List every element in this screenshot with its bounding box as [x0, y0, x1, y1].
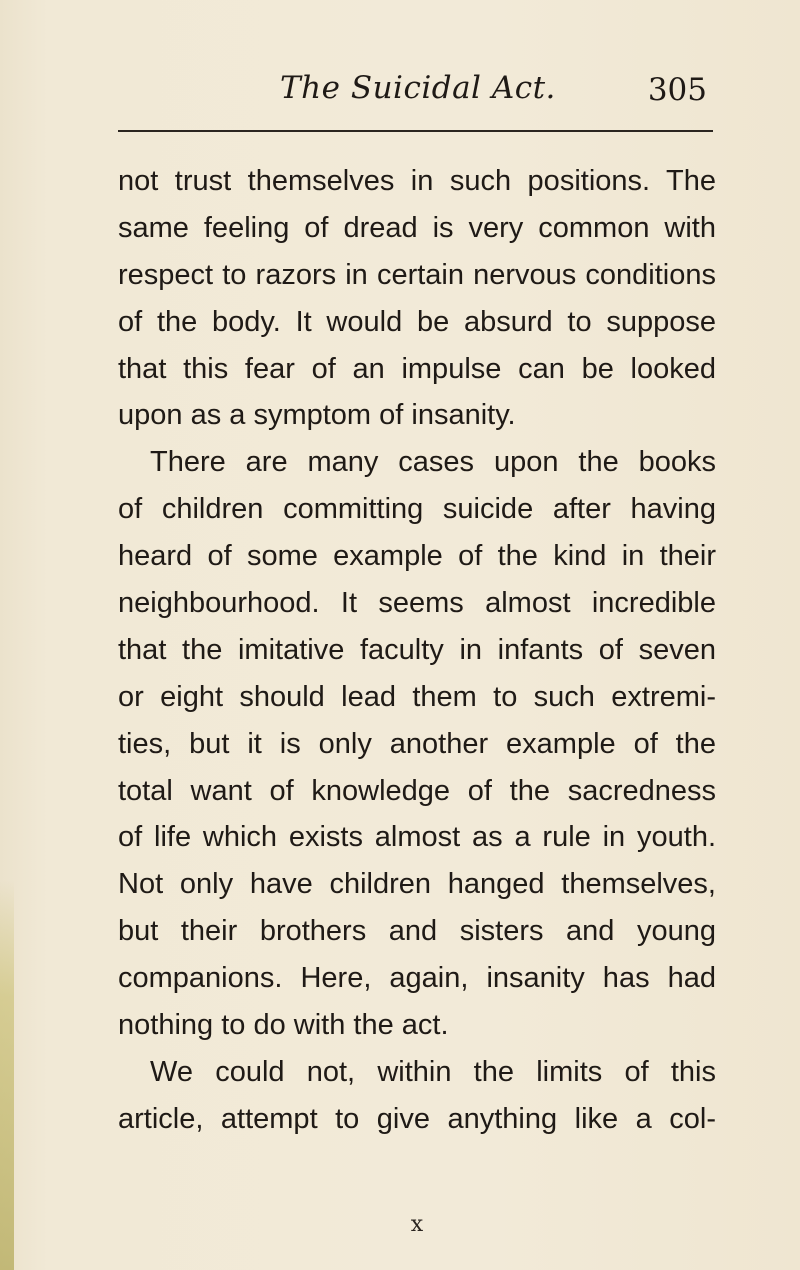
text-line: but their brothers and sisters and young — [118, 915, 716, 948]
text-line: same feeling of dread is very common with — [118, 211, 716, 244]
text-line: ties, but it is only another example of the — [118, 727, 716, 760]
text-line: Not only have children hanged themselves, — [118, 868, 716, 901]
text-line: or eight should lead them to such extremi- — [118, 680, 716, 713]
text-line: article, attempt to give anything like a col- — [118, 1102, 716, 1135]
running-head — [120, 62, 715, 122]
header-rule — [118, 130, 713, 132]
text-line: not trust themselves in such positions. The — [118, 165, 716, 197]
text-line: companions. Here, again, insanity has had — [118, 962, 716, 995]
text-line: of the body. It would be absurd to suppose — [118, 305, 716, 338]
text-line: of life which exists almost as a rule in youth. — [118, 821, 716, 854]
text-line: that the imitative faculty in infants of seven — [118, 633, 716, 666]
text-line: respect to razors in certain nervous conditions — [118, 258, 716, 291]
text-line: There are many cases upon the books — [150, 446, 716, 479]
text-line: total want of knowledge of the sacredness — [118, 774, 716, 807]
text-line: neighbourhood. It seems almost incredible — [118, 587, 716, 620]
text-line: heard of some example of the kind in their — [118, 540, 716, 573]
signature-mark: x — [410, 1212, 424, 1237]
text-line: We could not, within the limits of this — [150, 1055, 716, 1088]
body-text — [118, 158, 716, 1143]
running-title: The Suicidal Act. — [280, 70, 556, 106]
page-edge-stain — [0, 880, 14, 1270]
text-line: that this fear of an impulse can be looked — [118, 352, 716, 385]
text-line: upon as a symptom of insanity. — [118, 399, 516, 432]
text-line: of children committing suicide after having — [118, 493, 716, 526]
text-line: nothing to do with the act. — [118, 1009, 449, 1042]
page-number: 305 — [647, 72, 707, 108]
